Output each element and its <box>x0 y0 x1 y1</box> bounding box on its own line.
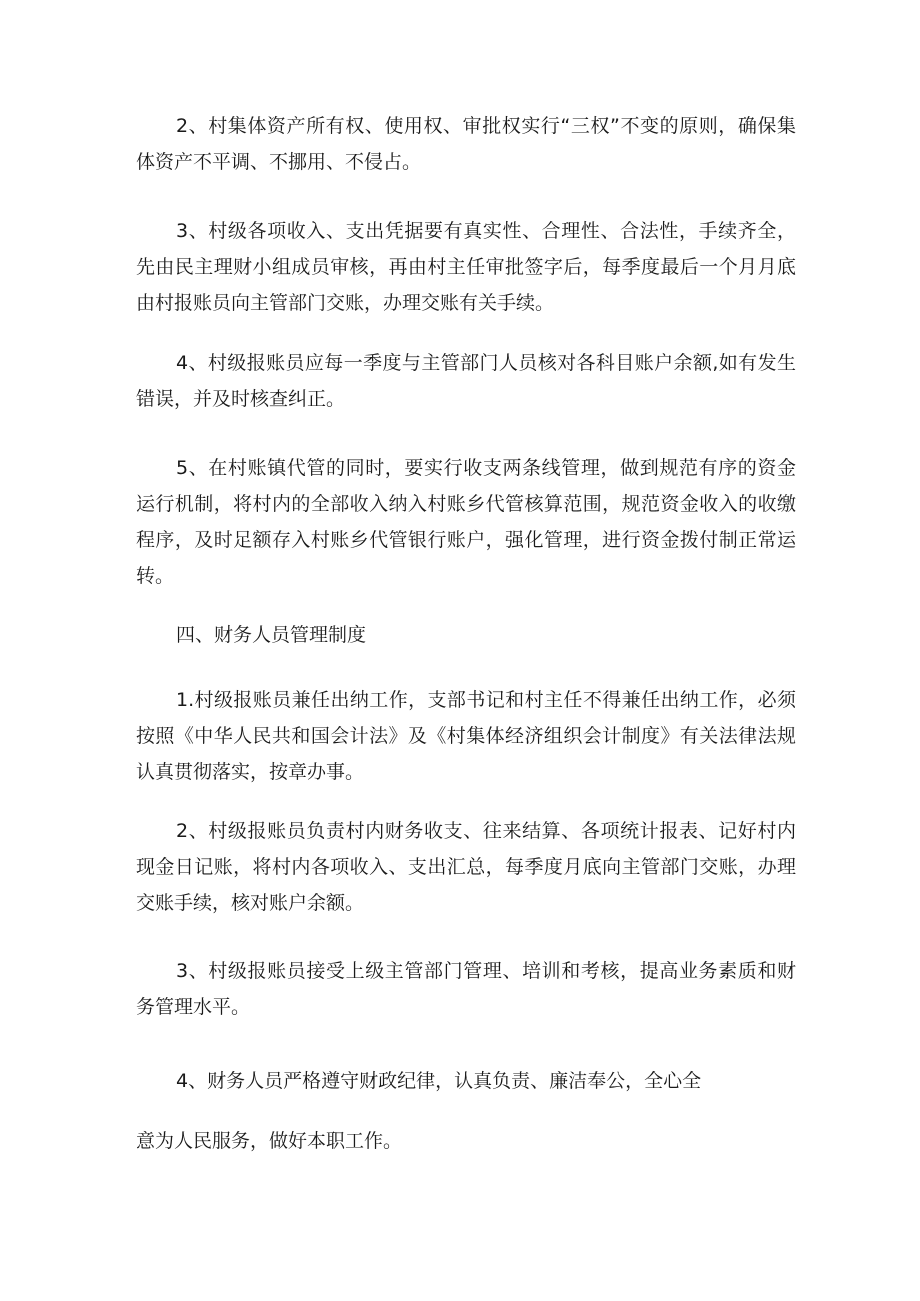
paragraph-accountant-responsibilities: 2、村级报账员负责村内财务收支、往来结算、各项统计报表、记好村内现金日记账，将村内各项收入、支出汇总，每季度月底向主管部门交账，办理交账手续，核对账户余额。 <box>136 820 796 914</box>
paragraph-asset-ownership: 2、村集体资产所有权、使用权、审批权实行“三权”不变的原则，确保集体资产不平调、不挪用、不侵占。 <box>136 115 796 173</box>
paragraph-training: 3、村级报账员接受上级主管部门管理、培训和考核，提高业务素质和财务管理水平。 <box>136 960 796 1018</box>
paragraph-discipline: 4、财务人员严格遵守财政纪律，认真负责、廉洁奉公，全心全 <box>176 1070 702 1092</box>
paragraph-fund-management: 5、在村账镇代管的同时，要实行收支两条线管理，做到规范有序的资金运行机制，将村内的全部收入纳入村账乡代管核算范围，规范资金收入的收缴程序，及时足额存入村账乡代管银行账户，强化管理，进行资金拨付制正常运转。 <box>136 457 796 587</box>
paragraph-cashier-duties: 1.村级报账员兼任出纳工作，支部书记和村主任不得兼任出纳工作，必须按照《中华人民共和国会计法》及《村集体经济组织会计制度》有关法律法规认真贯彻落实，按章办事。 <box>136 689 796 783</box>
section-heading-personnel: 四、财务人员管理制度 <box>176 624 367 646</box>
paragraph-account-reconciliation: 4、村级报账员应每一季度与主管部门人员核对各科目账户余额,如有发生错误，并及时核查纠正。 <box>136 352 796 410</box>
paragraph-income-vouchers: 3、村级各项收入、支出凭据要有真实性、合理性、合法性，手续齐全，先由民主理财小组成员审核，再由村主任审批签字后，每季度最后一个月月底由村报账员向主管部门交账，办理交账有关手续。 <box>136 220 796 314</box>
paragraph-discipline-continued: 意为人民服务，做好本职工作。 <box>136 1130 403 1152</box>
